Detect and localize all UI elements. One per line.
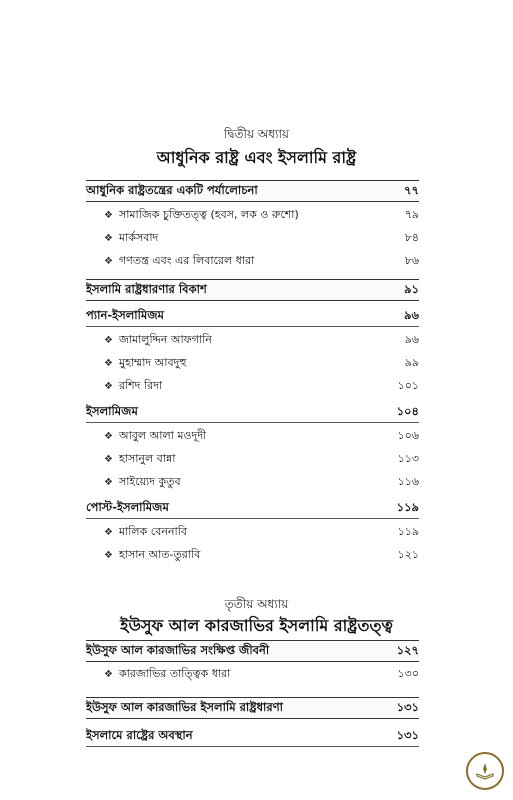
toc-entry-title: ইসলামিজম bbox=[86, 403, 138, 418]
toc-entry[interactable] bbox=[86, 640, 419, 662]
toc-entry-title: গণতন্ত্র এবং এর লিবারেল ধারা bbox=[118, 253, 255, 267]
toc-entry-page: ১১৩ bbox=[397, 451, 419, 465]
chapter-2-title: আধুনিক রাষ্ট্র এবং ইসলামি রাষ্ট্র bbox=[156, 148, 357, 167]
toc-entry-title: হাসান আত-তুরাবি bbox=[118, 547, 201, 561]
toc-entry-title: ইউসুফ আল কারজাভির ইসলামি রাষ্ট্রধারণা bbox=[86, 699, 283, 714]
toc-entry-title: প্যান-ইসলামিজম bbox=[86, 307, 164, 322]
toc-entry[interactable] bbox=[104, 472, 419, 492]
toc-entry[interactable] bbox=[86, 697, 419, 719]
chapter-3-label: তৃতীয় অধ্যায় bbox=[224, 597, 289, 611]
bullet-diamond-icon: ❖ bbox=[104, 232, 113, 244]
toc-entry[interactable] bbox=[104, 426, 419, 446]
chapter-3-title: ইউসুফ আল কারজাভির ইসলামি রাষ্ট্রতত্ত্ব bbox=[120, 616, 393, 635]
toc-entry-page: ৯৯ bbox=[404, 355, 419, 369]
publisher-logo-icon bbox=[466, 752, 504, 790]
bullet-diamond-icon: ❖ bbox=[104, 209, 113, 221]
toc-entry-page: ১০১ bbox=[397, 378, 419, 392]
divider bbox=[86, 518, 419, 519]
toc-entry[interactable] bbox=[104, 251, 419, 271]
toc-entry-title: সাইয়্যেদ কুতুব bbox=[118, 474, 181, 488]
toc-entry[interactable] bbox=[104, 330, 419, 350]
toc-entry[interactable] bbox=[86, 726, 419, 746]
toc-entry[interactable] bbox=[86, 498, 419, 518]
toc-entry-title: জামালুদ্দিন আফগানি bbox=[118, 332, 212, 346]
bullet-diamond-icon: ❖ bbox=[104, 334, 113, 346]
toc-entry-title: মুহাম্মাদ আবদুহু bbox=[118, 355, 187, 369]
divider bbox=[86, 422, 419, 423]
toc-entry-page: ৯১ bbox=[404, 281, 419, 296]
toc-entry-title: রশিদ রিদা bbox=[118, 378, 163, 392]
toc-entry-title: মালিক বেননাবি bbox=[118, 524, 187, 538]
toc-entry-page: ৯৬ bbox=[404, 307, 419, 322]
bullet-diamond-icon: ❖ bbox=[104, 430, 113, 442]
bullet-diamond-icon: ❖ bbox=[104, 255, 113, 267]
toc-entry[interactable] bbox=[104, 522, 419, 542]
toc-entry[interactable] bbox=[86, 279, 419, 301]
toc-entry-page: ৭৯ bbox=[404, 207, 419, 221]
toc-entry-page: ১২১ bbox=[397, 547, 419, 561]
toc-entry-page: ৭৭ bbox=[404, 182, 419, 197]
toc-entry-page: ১১৯ bbox=[396, 499, 419, 514]
bullet-diamond-icon: ❖ bbox=[104, 380, 113, 392]
toc-entry[interactable] bbox=[104, 353, 419, 373]
toc-entry-title: হাসানুল বান্না bbox=[118, 451, 176, 465]
toc-entry-page: ১৩০ bbox=[397, 666, 419, 680]
bullet-diamond-icon: ❖ bbox=[104, 476, 113, 488]
toc-entry[interactable] bbox=[104, 664, 419, 684]
toc-entry-page: ১০৪ bbox=[396, 403, 419, 418]
toc-entry-page: ১১৬ bbox=[397, 474, 419, 488]
toc-entry-page: ১০৬ bbox=[397, 428, 419, 442]
toc-entry[interactable] bbox=[86, 402, 419, 422]
bullet-diamond-icon: ❖ bbox=[104, 453, 113, 465]
toc-entry[interactable] bbox=[104, 449, 419, 469]
toc-entry-page: ৮৬ bbox=[404, 253, 419, 267]
toc-entry-page: ৯৬ bbox=[404, 332, 419, 346]
divider bbox=[86, 746, 419, 747]
divider bbox=[86, 326, 419, 327]
toc-entry-page: ১৩১ bbox=[396, 699, 419, 714]
bullet-diamond-icon: ❖ bbox=[104, 668, 113, 680]
toc-entry-page: ১২৭ bbox=[396, 642, 419, 657]
toc-entry-title: আবুল আলা মওদূদী bbox=[118, 428, 207, 442]
toc-entry-title: ইসলামে রাষ্ট্রের অবস্থান bbox=[86, 727, 193, 742]
toc-entry-title: সামাজিক চুক্তিতত্ত্ব (হবস, লক ও রুশো) bbox=[118, 207, 299, 221]
toc-entry-title: পোস্ট-ইসলামিজম bbox=[86, 499, 169, 514]
toc-entry[interactable] bbox=[86, 306, 419, 326]
toc-entry-title: ইসলামি রাষ্ট্রধারণার বিকাশ bbox=[86, 281, 207, 296]
toc-entry-page: ৮৪ bbox=[404, 230, 419, 244]
toc-entry-title: মার্কসবাদ bbox=[118, 230, 159, 244]
book-pen-icon bbox=[474, 760, 496, 782]
bullet-diamond-icon: ❖ bbox=[104, 549, 113, 561]
chapter-2-label: দ্বিতীয় অধ্যায় bbox=[223, 127, 290, 141]
toc-entry-title: কারজাভির তাত্ত্বিক ধারা bbox=[118, 666, 231, 680]
bullet-diamond-icon: ❖ bbox=[104, 526, 113, 538]
toc-entry[interactable] bbox=[104, 376, 419, 396]
bullet-diamond-icon: ❖ bbox=[104, 357, 113, 369]
toc-entry-title: আধুনিক রাষ্ট্রতন্ত্রের একটি পর্যালোচনা bbox=[86, 182, 258, 197]
toc-entry[interactable] bbox=[104, 228, 419, 248]
toc-entry[interactable] bbox=[104, 205, 419, 225]
toc-entry-page: ১১৯ bbox=[397, 524, 419, 538]
toc-entry[interactable] bbox=[104, 545, 419, 565]
toc-entry-title: ইউসুফ আল কারজাভির সংক্ষিপ্ত জীবনী bbox=[86, 642, 270, 657]
toc-entry[interactable] bbox=[86, 180, 419, 202]
toc-entry-page: ১৩১ bbox=[396, 727, 419, 742]
